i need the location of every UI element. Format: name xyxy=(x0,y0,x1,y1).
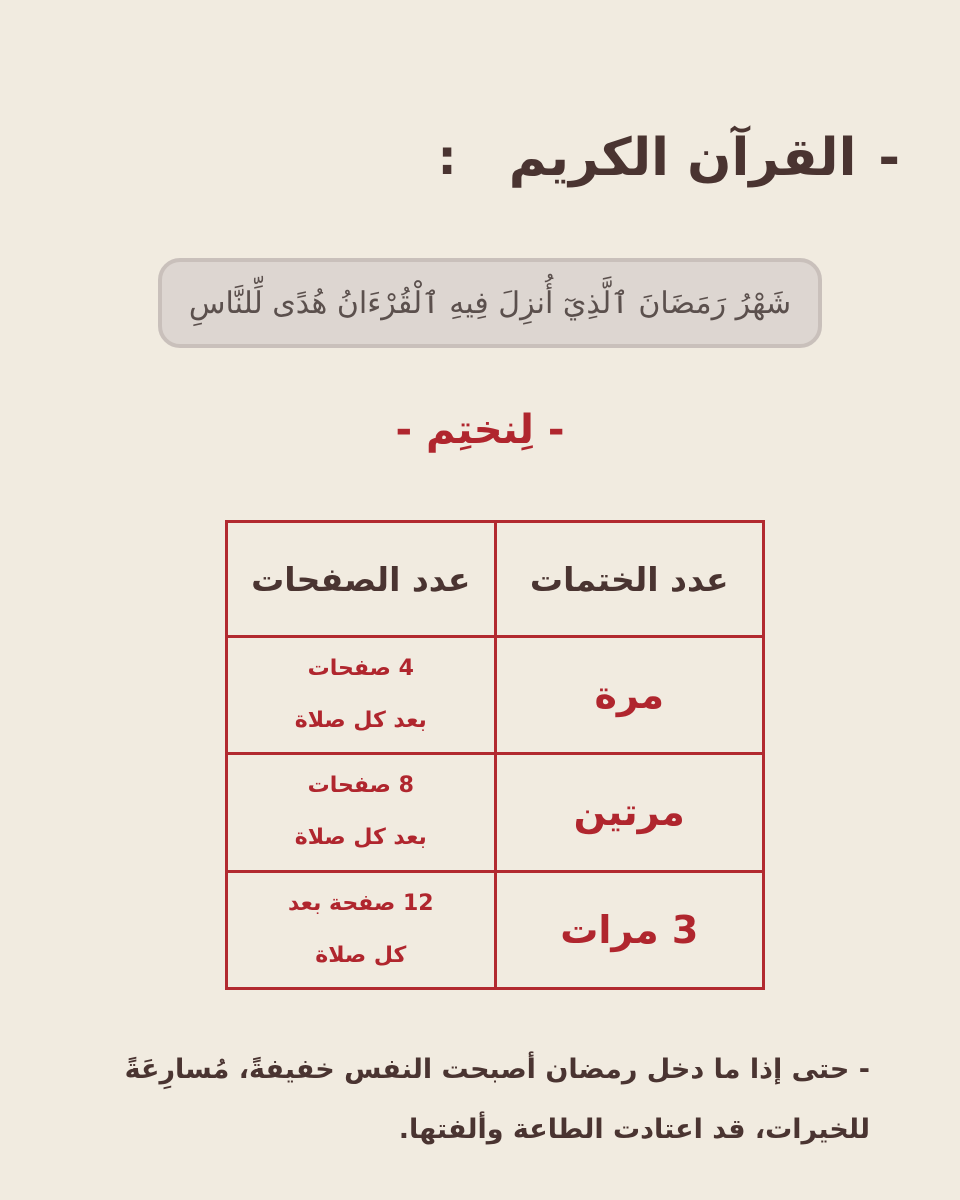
row-pages-line2: بعد كل صلاة xyxy=(294,825,427,851)
section-subtitle: - لِنختِم - xyxy=(395,407,565,453)
row-pages xyxy=(227,637,496,754)
table-row xyxy=(227,754,764,871)
title-dash: - xyxy=(878,128,900,188)
verse-text: شَهْرُ رَمَضَانَ ٱلَّذِيٓ أُنزِلَ فِيهِ ٱلْقُرْءَانُ هُدًى لِّلنَّاسِ xyxy=(188,285,792,321)
footer-line1: - حتى إذا ما دخل رمضان أصبحت النفس خفيفةً، مُسارِعَةً xyxy=(124,1054,870,1085)
header-pages: عدد الصفحات xyxy=(227,522,496,637)
footer-note xyxy=(90,1040,870,1160)
table-row xyxy=(227,871,764,988)
row-pages xyxy=(227,754,496,871)
row-pages-line2: كل صلاة xyxy=(315,942,407,968)
table-header-row xyxy=(227,522,764,637)
row-count: 3 مرات xyxy=(495,871,764,988)
row-pages-line1: 12 صفحة بعد xyxy=(287,890,434,916)
row-count: مرة xyxy=(495,637,764,754)
row-count: مرتين xyxy=(495,754,764,871)
header-count: عدد الختمات xyxy=(495,522,764,637)
row-pages-line1: 4 صفحات xyxy=(307,656,414,682)
title-text: القرآن الكريم xyxy=(508,128,857,188)
verse-box xyxy=(158,258,822,348)
row-pages-line2: بعد كل صلاة xyxy=(294,708,427,734)
table-row xyxy=(227,637,764,754)
footer-line2: للخيرات، قد اعتادت الطاعة وألفتها. xyxy=(398,1114,870,1145)
row-pages-line1: 8 صفحات xyxy=(307,773,414,799)
page-title xyxy=(380,118,900,198)
row-pages xyxy=(227,871,496,988)
title-colon: : xyxy=(437,130,457,186)
khatma-table xyxy=(225,520,765,990)
plan-table xyxy=(225,520,765,990)
